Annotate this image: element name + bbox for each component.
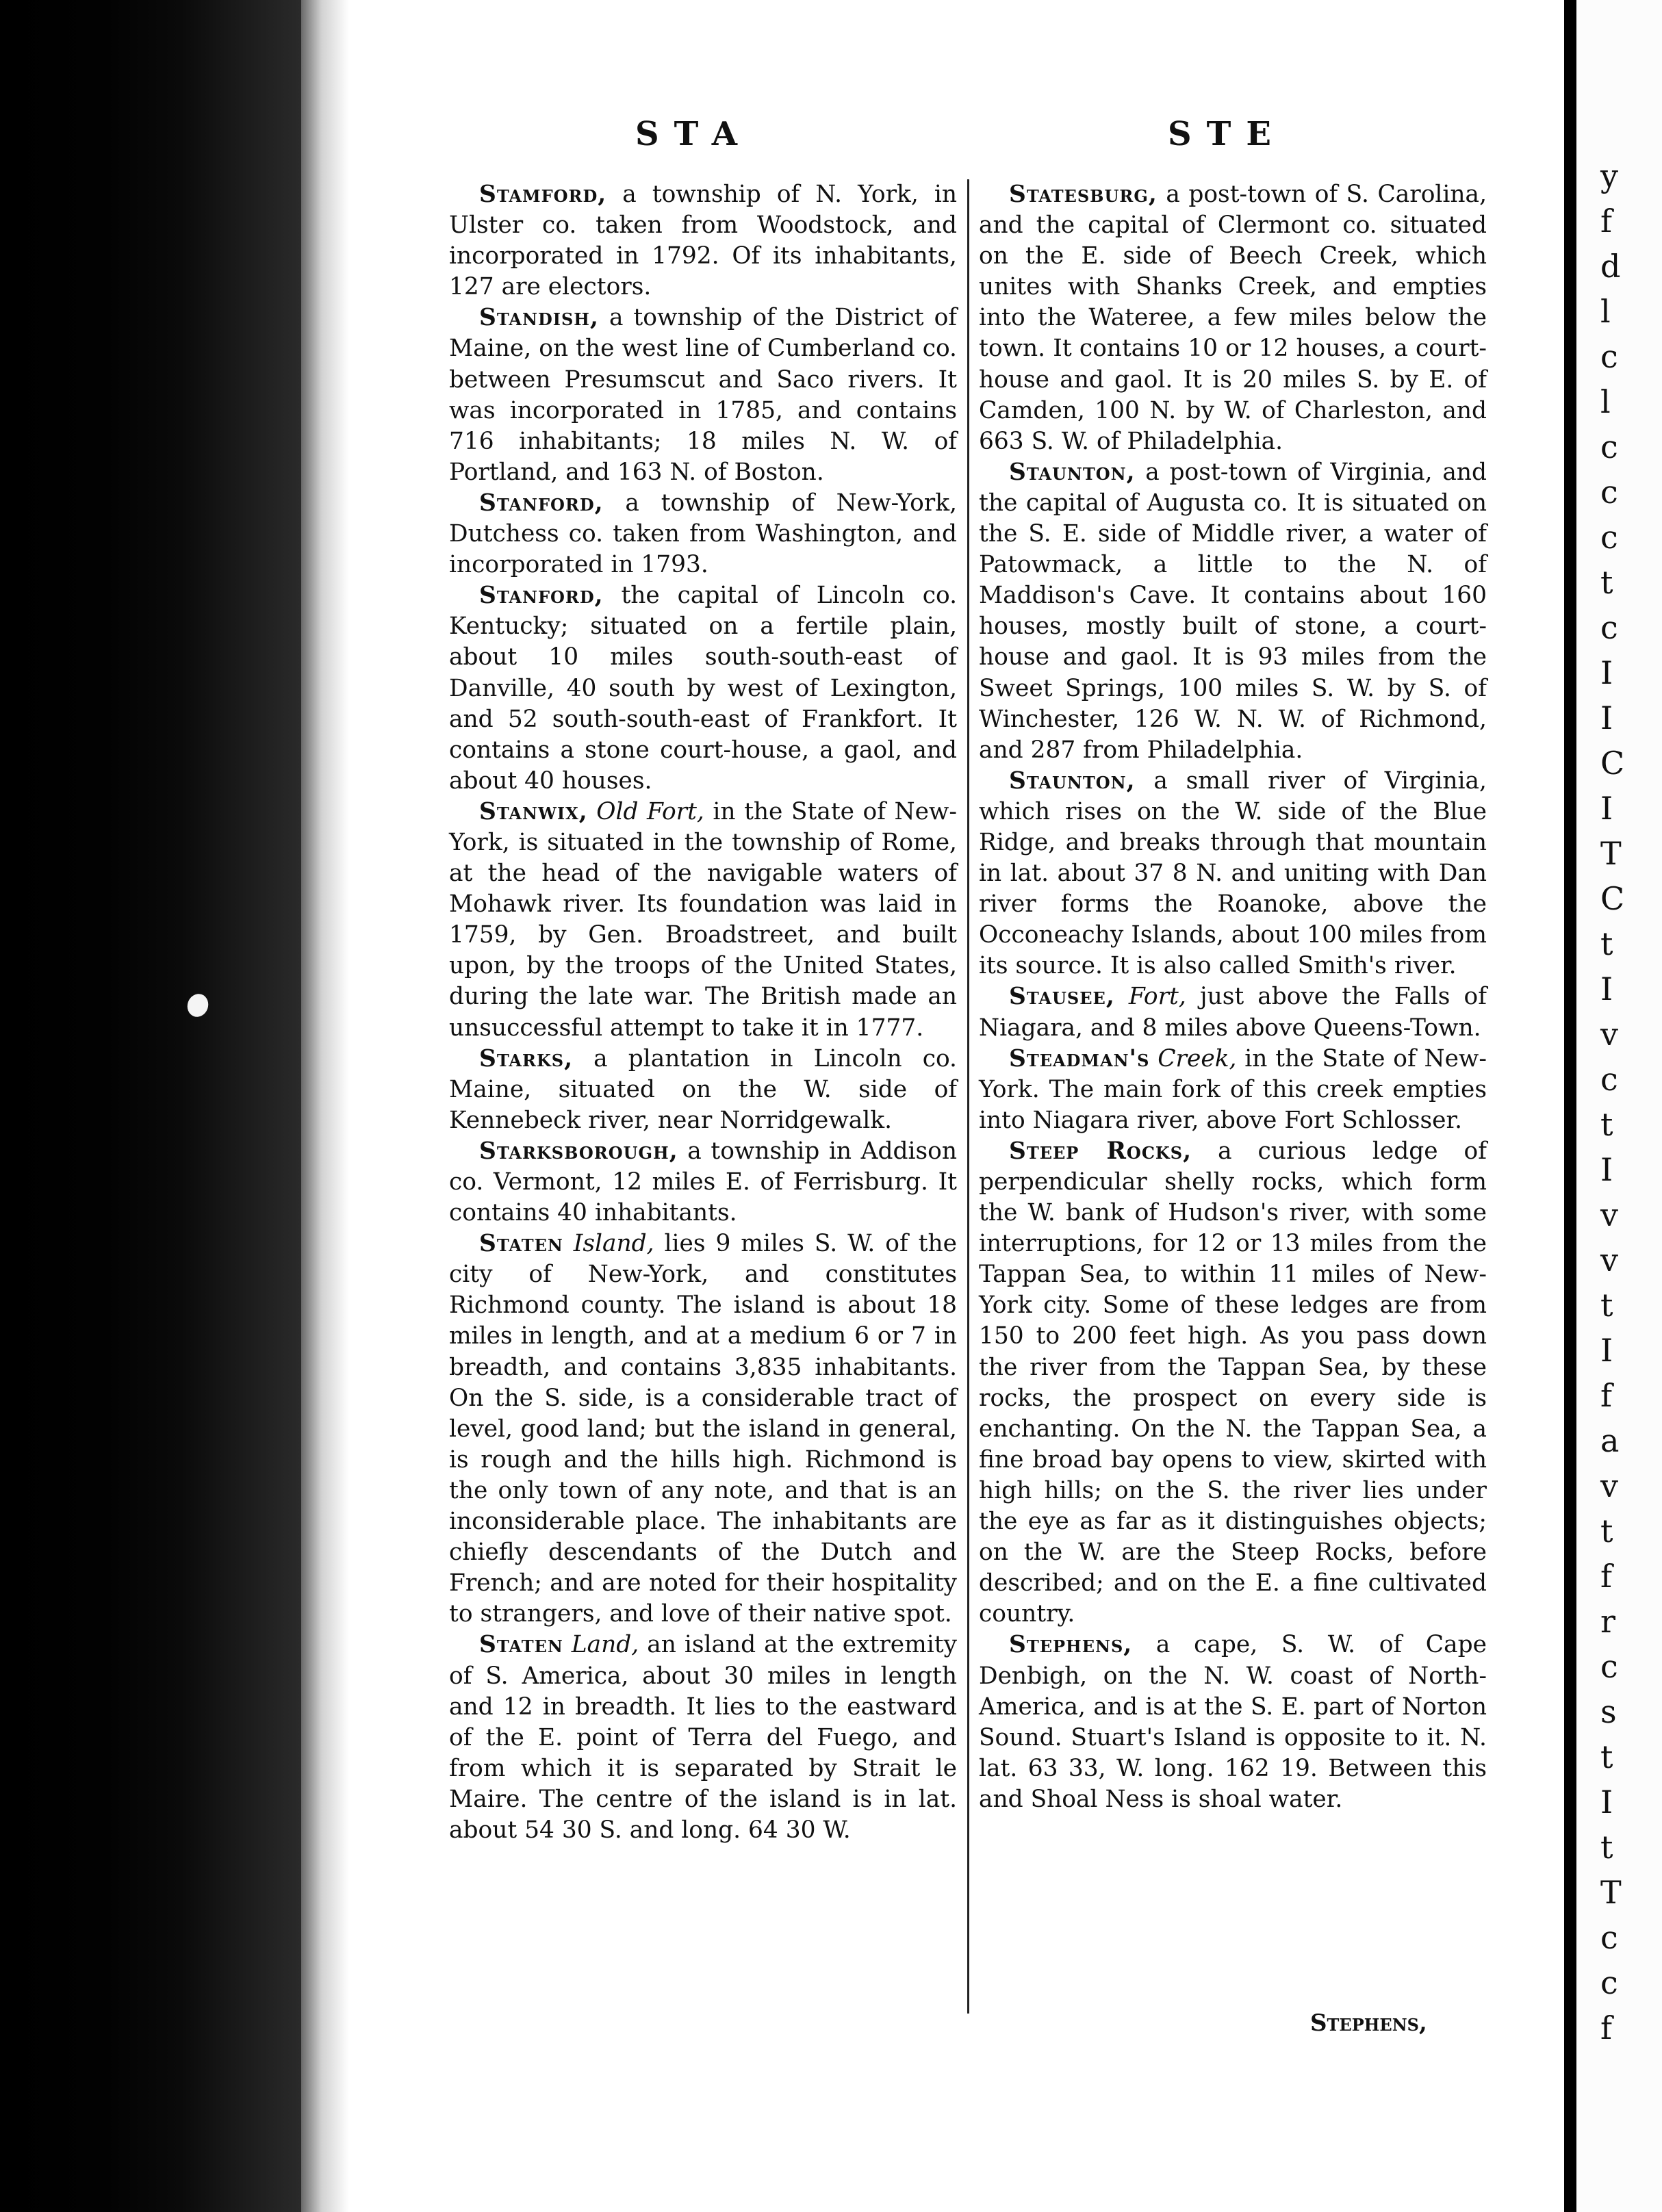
adjacent-page-fragment: t — [1600, 1106, 1613, 1143]
adjacent-page-fragment: t — [1600, 925, 1613, 962]
entry-text: a post-town of Virginia, and the capital of Augusta co. It is situated on the S. E. side of Middle river, a water of Patowmack, a little to the N. of Maddison's Cave. It contains about 160 houses, mostly built of stone, a court-house and gaol. It is 93 miles from the Sweet Springs, 100 miles S. W. by S. of Winchester, 126 W. N. W. of Richmond, and 287 from Philadelphia. — [979, 458, 1487, 764]
adjacent-page-fragment: v — [1600, 1016, 1618, 1053]
dictionary-entry — [979, 766, 1487, 982]
entry-headword: Stausee, — [1009, 983, 1115, 1011]
entry-text: in the State of New-York, is situated in the township of Rome, at the head of the navigable waters of Mohawk river. Its foundation was laid in 1759, by Gen. Broadstreet, and built upon, by the troops of the United States, during the late war. The British made an unsuccessful attempt to take it in 1777. — [449, 797, 957, 1042]
adjacent-page-fragment: v — [1600, 1196, 1618, 1233]
entry-headword: Standish, — [479, 304, 599, 332]
entry-headword: Stanford, — [479, 582, 604, 610]
adjacent-page-fragment: c — [1600, 519, 1618, 556]
entry-headword: Stephens, — [1009, 1631, 1133, 1659]
entry-text: the capital of Lincoln co. Kentucky; situated on a fertile plain, about 10 miles south-south-east of Danville, 40 south by west of Lexington, and 52 south-south-east of Frankfort. It contains a stone court-house, a gaol, and about 40 houses. — [449, 582, 957, 795]
text-column-left — [449, 179, 957, 1846]
adjacent-page-fragment: C — [1600, 880, 1625, 917]
entry-headword: Starks, — [479, 1044, 574, 1072]
adjacent-page-fragment: f — [1600, 1558, 1613, 1595]
adjacent-page-fragment: v — [1600, 1467, 1618, 1504]
dictionary-entry — [979, 1630, 1487, 1815]
adjacent-page-fragment: a — [1600, 1422, 1620, 1459]
dictionary-entry — [979, 457, 1487, 766]
entry-headword: Staten — [479, 1631, 563, 1659]
column-rule — [967, 179, 969, 2014]
entry-text: a township of N. York, in Ulster co. taken from Woodstock, and incorporated in 1792. Of its inhabitants, 127 are electors. — [449, 181, 957, 301]
adjacent-page-fragment: I — [1600, 790, 1613, 827]
entry-headword: Stamford, — [479, 181, 607, 208]
adjacent-page-fragment: c — [1600, 1061, 1618, 1098]
adjacent-page-fragment: T — [1600, 835, 1622, 872]
adjacent-page-fragment: C — [1600, 745, 1625, 782]
dictionary-entry — [449, 1044, 957, 1136]
entry-headword: Staten — [479, 1230, 563, 1258]
entry-italic-term: Creek, — [1158, 1044, 1237, 1072]
book-spine-shadow — [0, 0, 301, 2212]
adjacent-page-fragment: c — [1600, 1964, 1618, 2001]
entry-italic-term: Old Fort, — [596, 797, 704, 825]
entry-italic-term: Land, — [571, 1631, 639, 1659]
page-edge-shadow — [1564, 0, 1576, 2212]
running-head-left: STA — [635, 115, 752, 153]
adjacent-page-fragment: c — [1600, 474, 1618, 511]
adjacent-page-fragment: v — [1600, 1242, 1618, 1278]
entry-headword: Steep Rocks, — [1009, 1137, 1192, 1165]
entry-text: a township of New-York, Dutchess co. taken from Washington, and incorporated in 1793. — [449, 489, 957, 579]
entry-headword: Steadman's — [1009, 1044, 1150, 1072]
adjacent-page-fragment: f — [1600, 203, 1613, 240]
adjacent-page-fragment: I — [1600, 699, 1613, 736]
dictionary-entry — [979, 981, 1487, 1043]
dictionary-entry — [449, 580, 957, 797]
entry-headword: Stanford, — [479, 489, 604, 517]
adjacent-page-fragment: s — [1600, 1693, 1617, 1730]
text-column-right — [979, 179, 1487, 1815]
entry-text: a plantation in Lincoln co. Maine, situated on the W. side of Kennebeck river, near Norridgewalk. — [449, 1044, 957, 1134]
entry-text: in the State of New-York. The main fork of this creek empties into Niagara river, above Fort Schlosser. — [979, 1044, 1487, 1134]
running-head-right: STE — [1168, 115, 1286, 153]
entry-headword: Stanwix, — [479, 797, 588, 825]
entry-text: a cape, S. W. of Cape Denbigh, on the N. W. coast of North-America, and is at the S. E. part of Norton Sound. Stuart's Island is opposite to it. N. lat. 63 33, W. long. 162 19. Between this and Shoal Ness is shoal water. — [979, 1631, 1487, 1813]
entry-text: a township in Addison co. Vermont, 12 miles E. of Ferrisburg. It contains 40 inhabitants. — [449, 1137, 957, 1227]
dictionary-entry — [979, 1044, 1487, 1136]
dictionary-entry — [449, 303, 957, 488]
entry-headword: Starksborough, — [479, 1137, 678, 1165]
adjacent-page-fragment: t — [1600, 1513, 1613, 1549]
adjacent-page-fragment: c — [1600, 338, 1618, 375]
dictionary-entry — [449, 797, 957, 1044]
adjacent-page-fragment: c — [1600, 428, 1618, 465]
dictionary-entry — [449, 1136, 957, 1229]
adjacent-page-fragment: I — [1600, 1151, 1613, 1188]
adjacent-page-fragment: l — [1600, 383, 1611, 420]
entry-text: a post-town of S. Carolina, and the capital of Clermont co. situated on the E. side of Beech Creek, which unites with Shanks Creek, and empties into the Wateree, a few miles below the town. It contains 10 or 12 houses, a court-house and gaol. It is 20 miles S. by E. of Camden, 100 N. by W. of Charleston, and 663 S. W. of Philadelphia. — [979, 181, 1487, 455]
adjacent-page-fragment: c — [1600, 1648, 1618, 1685]
adjacent-page-fragment: c — [1600, 609, 1618, 646]
entry-text: just above the Falls of Niagara, and 8 miles above Queens-Town. — [979, 983, 1487, 1042]
entry-text: a small river of Virginia, which rises on the W. side of the Blue Ridge, and breaks through that mountain in lat. about 37 8 N. and uniting with Dan river forms the Roanoke, above the Occoneachy Islands, about 100 miles from its source. It is also called Smith's river. — [979, 767, 1487, 980]
adjacent-page-fragment: I — [1600, 654, 1613, 691]
adjacent-page-fragment: t — [1600, 1829, 1613, 1866]
adjacent-page-fragment: I — [1600, 1332, 1613, 1369]
adjacent-page-edge — [1576, 0, 1662, 2212]
entry-headword: Statesburg, — [1009, 181, 1158, 208]
dictionary-entry — [979, 179, 1487, 457]
entry-text: a township of the District of Maine, on the west line of Cumberland co. between Presumscut and Saco rivers. It was incorporated in 1785, and contains 716 inhabitants; 18 miles N. W. of Portland, and 163 N. of Boston. — [449, 304, 957, 486]
entry-text: an island at the extremity of S. America, about 30 miles in length and 12 in breadth. It lies to the eastward of the E. point of Terra del Fuego, and from which it is separated by Strait le Maire. The centre of the island is in lat. about 54 30 S. and long. 64 30 W. — [449, 1631, 957, 1844]
adjacent-page-fragment: l — [1600, 293, 1611, 330]
adjacent-page-fragment: t — [1600, 564, 1613, 601]
dictionary-entry — [449, 1229, 957, 1630]
dictionary-entry — [449, 179, 957, 303]
adjacent-page-fragment: f — [1600, 1377, 1613, 1414]
adjacent-page-fragment: d — [1600, 248, 1621, 285]
adjacent-page-fragment: I — [1600, 1784, 1613, 1821]
adjacent-page-fragment: y — [1600, 157, 1618, 194]
adjacent-page-fragment: f — [1600, 2009, 1613, 2046]
adjacent-page-fragment: I — [1600, 970, 1613, 1007]
entry-headword: Staunton, — [1009, 458, 1136, 486]
adjacent-page-fragment: t — [1600, 1287, 1613, 1324]
entry-text: lies 9 miles S. W. of the city of New-York, and constitutes Richmond county. The island is about 18 miles in length, and at a medium 6 or 7 in breadth, and contains 3,835 inhabitants. On the S. side, is a considerable tract of level, good land; but the island in general, is rough and the hills high. Richmond is the only town of any note, and that is an inconsiderable place. The inhabitants are chiefly descendants of the Dutch and French; and are noted for their hospitality to strangers, and love of their native spot. — [449, 1230, 957, 1628]
dictionary-entry — [449, 1630, 957, 1846]
entry-italic-term: Fort, — [1128, 983, 1186, 1011]
adjacent-page-fragment: r — [1600, 1603, 1615, 1640]
entry-text: a curious ledge of perpendicular shelly rocks, which form the W. bank of Hudson's river, with some interruptions, for 12 or 13 miles from the Tappan Sea, to within 11 miles of New-York city. Some of these ledges are from 150 to 200 feet high. As you pass down the river from the Tappan Sea, by these rocks, the prospect on every side is enchanting. On the N. the Tappan Sea, a fine broad bay opens to view, skirted with high hills; on the S. the river lies under the eye as far as it distinguishes objects; on the W. are the Steep Rocks, before described; and on the E. a fine cultivated country. — [979, 1137, 1487, 1628]
adjacent-page-fragment: T — [1600, 1874, 1622, 1911]
catchword: Stephens, — [1310, 2009, 1427, 2037]
entry-headword: Staunton, — [1009, 767, 1136, 795]
dictionary-entry — [979, 1136, 1487, 1630]
dictionary-entry — [449, 488, 957, 580]
adjacent-page-fragment: c — [1600, 1919, 1618, 1956]
adjacent-page-fragment: t — [1600, 1738, 1613, 1775]
entry-italic-term: Island, — [573, 1230, 654, 1258]
